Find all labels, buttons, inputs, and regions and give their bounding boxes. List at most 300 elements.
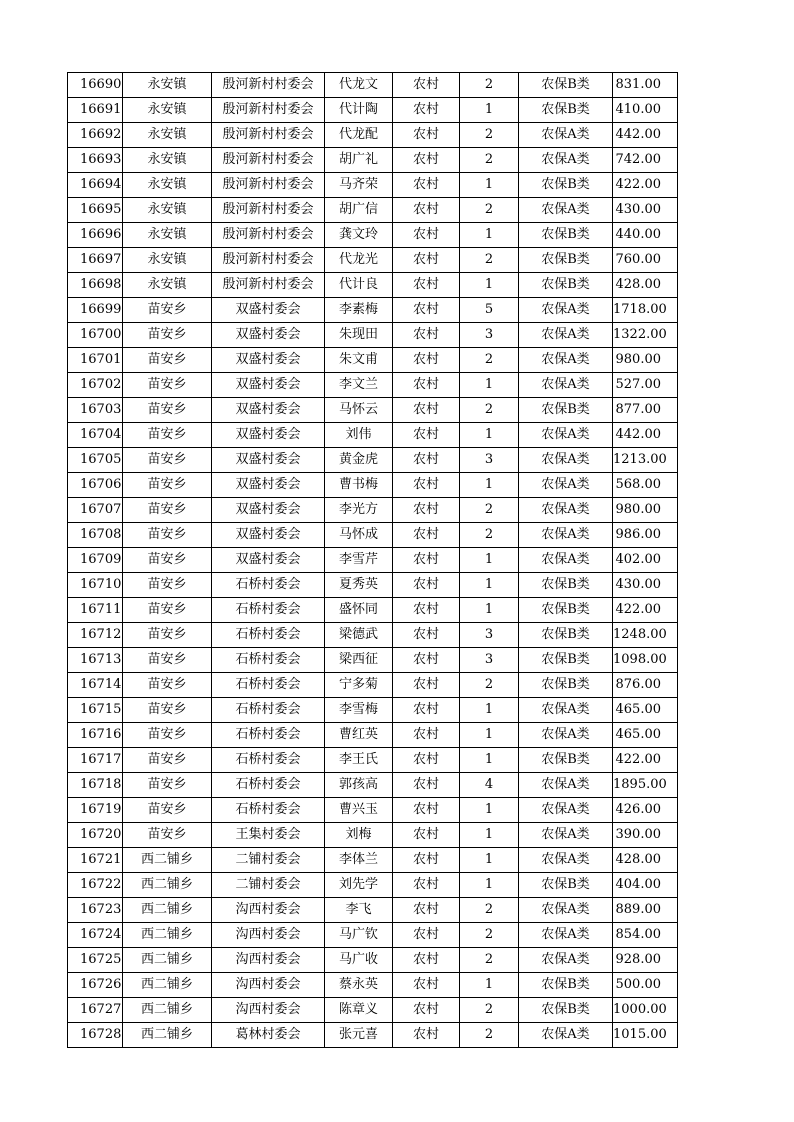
village-committee-cell: 殷河新村村委会 — [212, 173, 325, 198]
table-row — [68, 923, 678, 948]
household-count-cell: 2 — [460, 498, 519, 523]
village-committee-cell: 殷河新村村委会 — [212, 248, 325, 273]
table-row — [68, 773, 678, 798]
village-committee-cell: 沟西村委会 — [212, 923, 325, 948]
name-cell: 郭孩高 — [325, 773, 393, 798]
town-cell: 永安镇 — [123, 223, 212, 248]
area-type-cell: 农村 — [393, 873, 460, 898]
household-count-cell: 1 — [460, 798, 519, 823]
area-type-cell: 农村 — [393, 298, 460, 323]
insurance-category-cell: 农保A类 — [519, 848, 613, 873]
household-count-cell: 1 — [460, 873, 519, 898]
village-committee-cell: 双盛村委会 — [212, 323, 325, 348]
name-cell: 夏秀英 — [325, 573, 393, 598]
table-row — [68, 598, 678, 623]
town-cell: 西二铺乡 — [123, 998, 212, 1023]
table-row — [68, 498, 678, 523]
household-count-cell: 1 — [460, 598, 519, 623]
amount-cell: 980.00 — [613, 348, 678, 373]
table-row — [68, 648, 678, 673]
name-cell: 李王氏 — [325, 748, 393, 773]
area-type-cell: 农村 — [393, 123, 460, 148]
town-cell: 西二铺乡 — [123, 848, 212, 873]
name-cell: 李雪梅 — [325, 698, 393, 723]
record-id: 16696 — [68, 223, 123, 248]
village-committee-cell: 双盛村委会 — [212, 423, 325, 448]
amount-cell: 877.00 — [613, 398, 678, 423]
village-committee-cell: 王集村委会 — [212, 823, 325, 848]
town-cell: 苗安乡 — [123, 748, 212, 773]
household-count-cell: 2 — [460, 348, 519, 373]
household-count-cell: 4 — [460, 773, 519, 798]
amount-cell: 742.00 — [613, 148, 678, 173]
area-type-cell: 农村 — [393, 998, 460, 1023]
amount-cell: 527.00 — [613, 373, 678, 398]
name-cell: 黄金虎 — [325, 448, 393, 473]
area-type-cell: 农村 — [393, 248, 460, 273]
insurance-category-cell: 农保B类 — [519, 98, 613, 123]
area-type-cell: 农村 — [393, 148, 460, 173]
insurance-category-cell: 农保B类 — [519, 173, 613, 198]
insurance-category-cell: 农保A类 — [519, 898, 613, 923]
name-cell: 李飞 — [325, 898, 393, 923]
name-cell: 马齐荣 — [325, 173, 393, 198]
table-row — [68, 448, 678, 473]
area-type-cell: 农村 — [393, 623, 460, 648]
roster-body — [68, 73, 678, 1048]
record-id: 16726 — [68, 973, 123, 998]
record-id: 16718 — [68, 773, 123, 798]
record-id: 16712 — [68, 623, 123, 648]
table-row — [68, 973, 678, 998]
town-cell: 苗安乡 — [123, 798, 212, 823]
amount-cell: 428.00 — [613, 848, 678, 873]
village-committee-cell: 殷河新村村委会 — [212, 148, 325, 173]
amount-cell: 404.00 — [613, 873, 678, 898]
name-cell: 李雪芹 — [325, 548, 393, 573]
table-row — [68, 298, 678, 323]
household-count-cell: 1 — [460, 698, 519, 723]
insurance-category-cell: 农保A类 — [519, 948, 613, 973]
name-cell: 代计陶 — [325, 98, 393, 123]
record-id: 16700 — [68, 323, 123, 348]
amount-cell: 1248.00 — [613, 623, 678, 648]
amount-cell: 760.00 — [613, 248, 678, 273]
amount-cell: 428.00 — [613, 273, 678, 298]
insurance-category-cell: 农保B类 — [519, 223, 613, 248]
amount-cell: 1000.00 — [613, 998, 678, 1023]
record-id: 16697 — [68, 248, 123, 273]
name-cell: 马怀云 — [325, 398, 393, 423]
name-cell: 刘伟 — [325, 423, 393, 448]
record-id: 16690 — [68, 73, 123, 98]
household-count-cell: 3 — [460, 648, 519, 673]
town-cell: 苗安乡 — [123, 473, 212, 498]
area-type-cell: 农村 — [393, 723, 460, 748]
area-type-cell: 农村 — [393, 573, 460, 598]
town-cell: 苗安乡 — [123, 498, 212, 523]
village-committee-cell: 双盛村委会 — [212, 448, 325, 473]
insurance-category-cell: 农保B类 — [519, 623, 613, 648]
household-count-cell: 2 — [460, 73, 519, 98]
insurance-category-cell: 农保A类 — [519, 473, 613, 498]
record-id: 16695 — [68, 198, 123, 223]
name-cell: 宁多菊 — [325, 673, 393, 698]
insurance-category-cell: 农保A类 — [519, 298, 613, 323]
table-row — [68, 98, 678, 123]
amount-cell: 465.00 — [613, 698, 678, 723]
town-cell: 永安镇 — [123, 173, 212, 198]
town-cell: 苗安乡 — [123, 573, 212, 598]
record-id: 16702 — [68, 373, 123, 398]
amount-cell: 1718.00 — [613, 298, 678, 323]
name-cell: 马广钦 — [325, 923, 393, 948]
area-type-cell: 农村 — [393, 848, 460, 873]
village-committee-cell: 沟西村委会 — [212, 998, 325, 1023]
record-id: 16710 — [68, 573, 123, 598]
insurance-category-cell: 农保A类 — [519, 773, 613, 798]
household-count-cell: 1 — [460, 748, 519, 773]
town-cell: 苗安乡 — [123, 723, 212, 748]
record-id: 16728 — [68, 1023, 123, 1048]
town-cell: 西二铺乡 — [123, 923, 212, 948]
household-count-cell: 2 — [460, 948, 519, 973]
amount-cell: 430.00 — [613, 198, 678, 223]
amount-cell: 986.00 — [613, 523, 678, 548]
village-committee-cell: 石桥村委会 — [212, 598, 325, 623]
household-count-cell: 3 — [460, 623, 519, 648]
insurance-category-cell: 农保B类 — [519, 648, 613, 673]
village-committee-cell: 石桥村委会 — [212, 748, 325, 773]
household-count-cell: 1 — [460, 548, 519, 573]
area-type-cell: 农村 — [393, 423, 460, 448]
amount-cell: 422.00 — [613, 748, 678, 773]
area-type-cell: 农村 — [393, 398, 460, 423]
area-type-cell: 农村 — [393, 598, 460, 623]
insurance-category-cell: 农保B类 — [519, 598, 613, 623]
record-id: 16708 — [68, 523, 123, 548]
record-id: 16727 — [68, 998, 123, 1023]
amount-cell: 442.00 — [613, 123, 678, 148]
name-cell: 李光方 — [325, 498, 393, 523]
record-id: 16716 — [68, 723, 123, 748]
village-committee-cell: 殷河新村村委会 — [212, 98, 325, 123]
household-count-cell: 1 — [460, 273, 519, 298]
record-id: 16714 — [68, 673, 123, 698]
table-row — [68, 123, 678, 148]
name-cell: 曹兴玉 — [325, 798, 393, 823]
table-row — [68, 348, 678, 373]
insurance-category-cell: 农保A类 — [519, 123, 613, 148]
record-id: 16721 — [68, 848, 123, 873]
record-id: 16698 — [68, 273, 123, 298]
record-id: 16722 — [68, 873, 123, 898]
household-count-cell: 2 — [460, 123, 519, 148]
name-cell: 马怀成 — [325, 523, 393, 548]
village-committee-cell: 二铺村委会 — [212, 848, 325, 873]
village-committee-cell: 双盛村委会 — [212, 498, 325, 523]
household-count-cell: 1 — [460, 98, 519, 123]
area-type-cell: 农村 — [393, 373, 460, 398]
name-cell: 曹书梅 — [325, 473, 393, 498]
town-cell: 永安镇 — [123, 73, 212, 98]
name-cell: 代计良 — [325, 273, 393, 298]
insurance-category-cell: 农保A类 — [519, 698, 613, 723]
insurance-category-cell: 农保A类 — [519, 423, 613, 448]
area-type-cell: 农村 — [393, 348, 460, 373]
name-cell: 张元喜 — [325, 1023, 393, 1048]
record-id: 16692 — [68, 123, 123, 148]
town-cell: 苗安乡 — [123, 623, 212, 648]
record-id: 16694 — [68, 173, 123, 198]
village-committee-cell: 双盛村委会 — [212, 373, 325, 398]
village-committee-cell: 双盛村委会 — [212, 548, 325, 573]
record-id: 16699 — [68, 298, 123, 323]
household-count-cell: 1 — [460, 973, 519, 998]
amount-cell: 928.00 — [613, 948, 678, 973]
table-row — [68, 398, 678, 423]
village-committee-cell: 殷河新村村委会 — [212, 198, 325, 223]
table-row — [68, 423, 678, 448]
amount-cell: 1015.00 — [613, 1023, 678, 1048]
village-committee-cell: 双盛村委会 — [212, 523, 325, 548]
insurance-category-cell: 农保A类 — [519, 1023, 613, 1048]
town-cell: 苗安乡 — [123, 773, 212, 798]
record-id: 16715 — [68, 698, 123, 723]
village-committee-cell: 石桥村委会 — [212, 723, 325, 748]
table-row — [68, 823, 678, 848]
village-committee-cell: 石桥村委会 — [212, 623, 325, 648]
table-row — [68, 273, 678, 298]
name-cell: 胡广礼 — [325, 148, 393, 173]
insurance-category-cell: 农保A类 — [519, 148, 613, 173]
area-type-cell: 农村 — [393, 98, 460, 123]
name-cell: 刘先学 — [325, 873, 393, 898]
record-id: 16724 — [68, 923, 123, 948]
table-row — [68, 623, 678, 648]
record-id: 16720 — [68, 823, 123, 848]
area-type-cell: 农村 — [393, 948, 460, 973]
insurance-category-cell: 农保A类 — [519, 798, 613, 823]
town-cell: 苗安乡 — [123, 598, 212, 623]
household-count-cell: 1 — [460, 223, 519, 248]
household-count-cell: 2 — [460, 523, 519, 548]
village-committee-cell: 石桥村委会 — [212, 673, 325, 698]
table-row — [68, 373, 678, 398]
amount-cell: 410.00 — [613, 98, 678, 123]
name-cell: 曹红英 — [325, 723, 393, 748]
town-cell: 永安镇 — [123, 248, 212, 273]
table-row — [68, 748, 678, 773]
area-type-cell: 农村 — [393, 748, 460, 773]
village-committee-cell: 殷河新村村委会 — [212, 123, 325, 148]
area-type-cell: 农村 — [393, 448, 460, 473]
record-id: 16703 — [68, 398, 123, 423]
amount-cell: 442.00 — [613, 423, 678, 448]
record-id: 16709 — [68, 548, 123, 573]
village-committee-cell: 石桥村委会 — [212, 648, 325, 673]
insurance-category-cell: 农保A类 — [519, 348, 613, 373]
insurance-category-cell: 农保A类 — [519, 823, 613, 848]
town-cell: 西二铺乡 — [123, 948, 212, 973]
table-row — [68, 848, 678, 873]
village-committee-cell: 葛林村委会 — [212, 1023, 325, 1048]
name-cell: 代龙配 — [325, 123, 393, 148]
amount-cell: 440.00 — [613, 223, 678, 248]
household-count-cell: 1 — [460, 573, 519, 598]
insurance-category-cell: 农保B类 — [519, 873, 613, 898]
village-committee-cell: 石桥村委会 — [212, 798, 325, 823]
household-count-cell: 1 — [460, 848, 519, 873]
household-count-cell: 2 — [460, 923, 519, 948]
record-id: 16719 — [68, 798, 123, 823]
village-committee-cell: 殷河新村村委会 — [212, 223, 325, 248]
table-row — [68, 698, 678, 723]
record-id: 16725 — [68, 948, 123, 973]
area-type-cell: 农村 — [393, 173, 460, 198]
record-id: 16705 — [68, 448, 123, 473]
village-committee-cell: 沟西村委会 — [212, 973, 325, 998]
insurance-category-cell: 农保B类 — [519, 573, 613, 598]
town-cell: 苗安乡 — [123, 823, 212, 848]
table-row — [68, 873, 678, 898]
town-cell: 苗安乡 — [123, 423, 212, 448]
village-committee-cell: 双盛村委会 — [212, 348, 325, 373]
name-cell: 代龙光 — [325, 248, 393, 273]
household-count-cell: 2 — [460, 198, 519, 223]
roster-table — [67, 72, 678, 1048]
name-cell: 马广收 — [325, 948, 393, 973]
insurance-category-cell: 农保B类 — [519, 248, 613, 273]
table-row — [68, 148, 678, 173]
table-row — [68, 523, 678, 548]
town-cell: 西二铺乡 — [123, 973, 212, 998]
record-id: 16713 — [68, 648, 123, 673]
area-type-cell: 农村 — [393, 823, 460, 848]
amount-cell: 1213.00 — [613, 448, 678, 473]
amount-cell: 876.00 — [613, 673, 678, 698]
insurance-category-cell: 农保A类 — [519, 523, 613, 548]
town-cell: 永安镇 — [123, 273, 212, 298]
area-type-cell: 农村 — [393, 898, 460, 923]
amount-cell: 500.00 — [613, 973, 678, 998]
insurance-category-cell: 农保A类 — [519, 548, 613, 573]
name-cell: 蔡永英 — [325, 973, 393, 998]
household-count-cell: 2 — [460, 248, 519, 273]
name-cell: 梁德武 — [325, 623, 393, 648]
town-cell: 永安镇 — [123, 148, 212, 173]
amount-cell: 422.00 — [613, 598, 678, 623]
insurance-category-cell: 农保B类 — [519, 998, 613, 1023]
area-type-cell: 农村 — [393, 198, 460, 223]
village-committee-cell: 石桥村委会 — [212, 573, 325, 598]
record-id: 16717 — [68, 748, 123, 773]
name-cell: 盛怀同 — [325, 598, 393, 623]
name-cell: 朱现田 — [325, 323, 393, 348]
amount-cell: 422.00 — [613, 173, 678, 198]
village-committee-cell: 殷河新村村委会 — [212, 73, 325, 98]
insurance-category-cell: 农保B类 — [519, 673, 613, 698]
amount-cell: 889.00 — [613, 898, 678, 923]
amount-cell: 1322.00 — [613, 323, 678, 348]
household-count-cell: 2 — [460, 148, 519, 173]
amount-cell: 1895.00 — [613, 773, 678, 798]
town-cell: 永安镇 — [123, 123, 212, 148]
record-id: 16691 — [68, 98, 123, 123]
household-count-cell: 2 — [460, 398, 519, 423]
village-committee-cell: 双盛村委会 — [212, 398, 325, 423]
village-committee-cell: 沟西村委会 — [212, 948, 325, 973]
record-id: 16706 — [68, 473, 123, 498]
household-count-cell: 1 — [460, 823, 519, 848]
insurance-category-cell: 农保A类 — [519, 323, 613, 348]
area-type-cell: 农村 — [393, 523, 460, 548]
household-count-cell: 2 — [460, 673, 519, 698]
insurance-category-cell: 农保A类 — [519, 923, 613, 948]
name-cell: 刘梅 — [325, 823, 393, 848]
amount-cell: 390.00 — [613, 823, 678, 848]
table-row — [68, 1023, 678, 1048]
record-id: 16701 — [68, 348, 123, 373]
table-row — [68, 673, 678, 698]
area-type-cell: 农村 — [393, 1023, 460, 1048]
town-cell: 苗安乡 — [123, 648, 212, 673]
area-type-cell: 农村 — [393, 73, 460, 98]
table-row — [68, 473, 678, 498]
town-cell: 西二铺乡 — [123, 1023, 212, 1048]
name-cell: 李体兰 — [325, 848, 393, 873]
area-type-cell: 农村 — [393, 498, 460, 523]
town-cell: 苗安乡 — [123, 373, 212, 398]
insurance-category-cell: 农保B类 — [519, 398, 613, 423]
insurance-category-cell: 农保A类 — [519, 373, 613, 398]
name-cell: 李文兰 — [325, 373, 393, 398]
insurance-category-cell: 农保B类 — [519, 73, 613, 98]
amount-cell: 402.00 — [613, 548, 678, 573]
name-cell: 朱文甫 — [325, 348, 393, 373]
area-type-cell: 农村 — [393, 673, 460, 698]
amount-cell: 465.00 — [613, 723, 678, 748]
name-cell: 胡广信 — [325, 198, 393, 223]
area-type-cell: 农村 — [393, 273, 460, 298]
record-id: 16711 — [68, 598, 123, 623]
area-type-cell: 农村 — [393, 548, 460, 573]
household-count-cell: 1 — [460, 423, 519, 448]
record-id: 16693 — [68, 148, 123, 173]
amount-cell: 854.00 — [613, 923, 678, 948]
area-type-cell: 农村 — [393, 223, 460, 248]
area-type-cell: 农村 — [393, 773, 460, 798]
household-count-cell: 1 — [460, 473, 519, 498]
household-count-cell: 2 — [460, 998, 519, 1023]
table-row — [68, 248, 678, 273]
insurance-category-cell: 农保B类 — [519, 273, 613, 298]
amount-cell: 980.00 — [613, 498, 678, 523]
town-cell: 苗安乡 — [123, 673, 212, 698]
insurance-category-cell: 农保A类 — [519, 448, 613, 473]
household-count-cell: 2 — [460, 1023, 519, 1048]
table-row — [68, 898, 678, 923]
amount-cell: 568.00 — [613, 473, 678, 498]
name-cell: 李素梅 — [325, 298, 393, 323]
table-row — [68, 723, 678, 748]
name-cell: 陈章义 — [325, 998, 393, 1023]
table-row — [68, 948, 678, 973]
name-cell: 梁西征 — [325, 648, 393, 673]
amount-cell: 426.00 — [613, 798, 678, 823]
amount-cell: 1098.00 — [613, 648, 678, 673]
area-type-cell: 农村 — [393, 798, 460, 823]
